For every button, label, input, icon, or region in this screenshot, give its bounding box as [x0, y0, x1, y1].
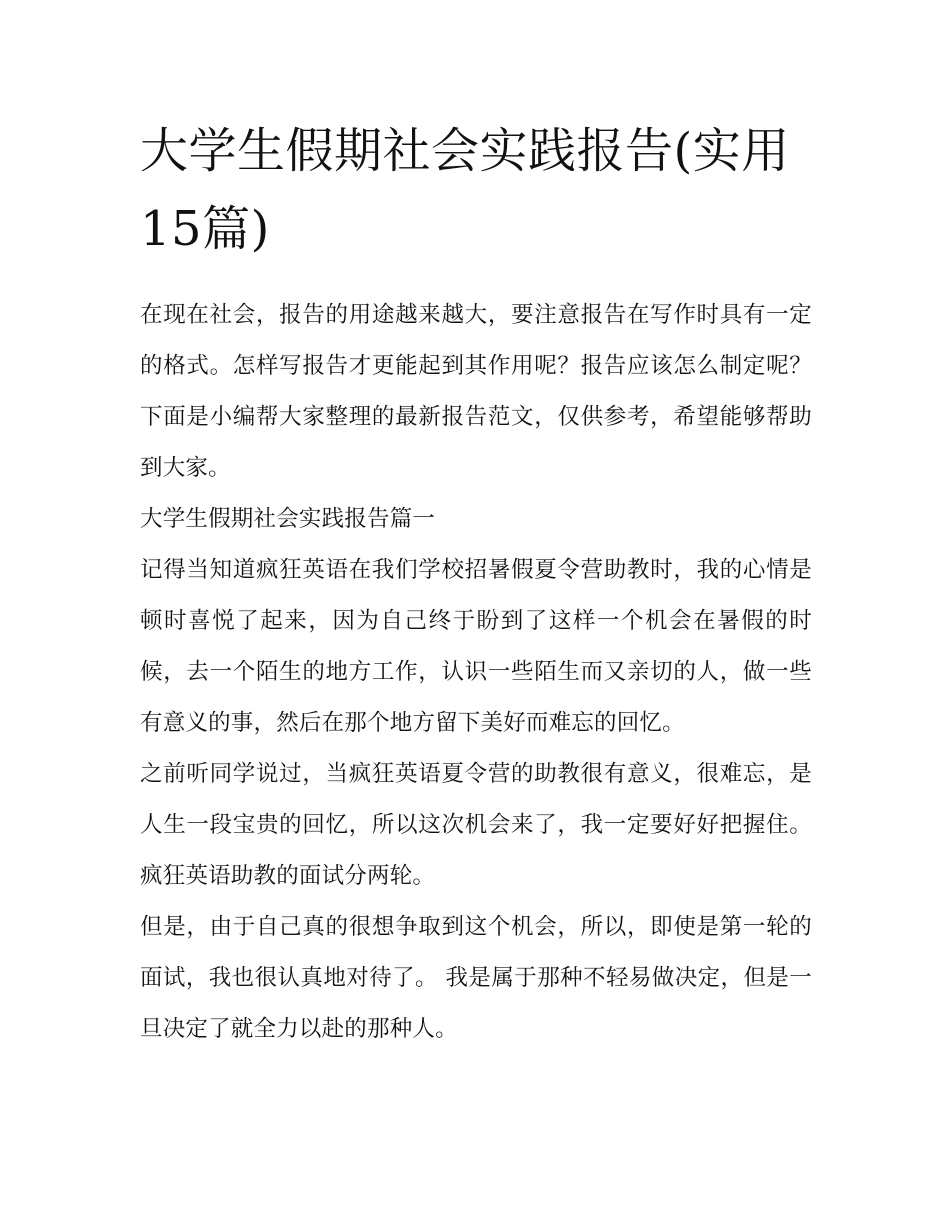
document-body [140, 112, 812, 1055]
section-heading: 大学生假期社会实践报告篇一 [140, 506, 436, 532]
body-paragraph-3: 但是，由于自己真的很想争取到这个机会，所以，即使是第一轮的面试，我也很认真地对待了。 我是属于那种不轻易做决定，但是一旦决定了就全力以赴的那种人。 [140, 914, 812, 1042]
body-paragraph-2: 之前听同学说过，当疯狂英语夏令营的助教很有意义，很难忘，是人生一段宝贵的回忆，所以这次机会来了，我一定要好好把握住。 疯狂英语助教的面试分两轮。 [140, 761, 812, 889]
intro-paragraph: 在现在社会，报告的用途越来越大，要注意报告在写作时具有一定的格式。怎样写报告才更能起到其作用呢？报告应该怎么制定呢？下面是小编帮大家整理的最新报告范文，仅供参考，希望能够帮助到大家。 [140, 302, 812, 481]
document-title: 大学生假期社会实践报告(实用15篇) [140, 123, 790, 257]
body-paragraph-1: 记得当知道疯狂英语在我们学校招暑假夏令营助教时，我的心情是顿时喜悦了起来，因为自己终于盼到了这样一个机会在暑假的时候，去一个陌生的地方工作，认识一些陌生而又亲切的人，做一些有意义的事，然后在那个地方留下美好而难忘的回忆。 [140, 557, 812, 736]
